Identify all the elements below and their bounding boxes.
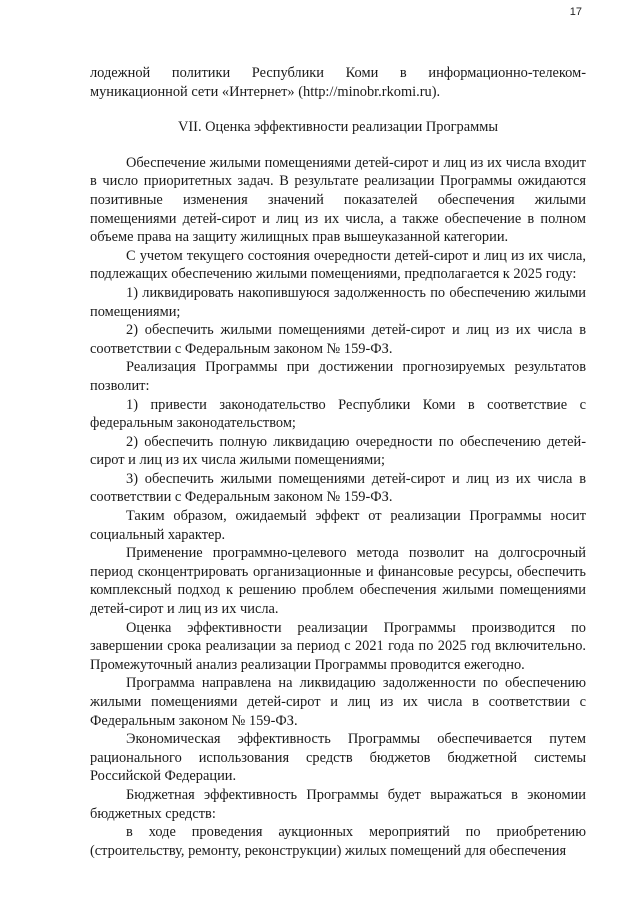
document-body [90,64,586,860]
paragraph-forecast-2025: С учетом текущего состояния очередности детей-сирот и лиц из их числа, подлежащих обеспечению жилыми помещениями, предполагается к 2025 году: [90,247,586,283]
paragraph-budget-efficiency: Бюджетная эффективность Программы будет выражаться в экономии бюджетных средств: [90,786,586,822]
page-number: 17 [569,6,582,18]
section-heading: VII. Оценка эффективности реализации Программы [177,119,499,136]
paragraph-results-allow: Реализация Программы при достижении прогнозируемых результатов позволит: [90,359,586,394]
list-item-eliminate-queue: 2) обеспечить полную ликвидацию очередности по обеспечению детей-сирот и лиц из их числа жилыми помещениями; [90,433,586,469]
paragraph-program-method: Применение программно-целевого метода позволит на долгосрочный период сконцентрировать организационные и финансовые ресурсы, обеспечить комплексный подход к решению проблем обеспечения жилыми помещениями детей-сирот и лиц из их числа. [90,545,586,618]
paragraph-economic-efficiency: Экономическая эффективность Программы обеспечивается путем рационального использования средств бюджетов бюджетной системы Российской Федерации. [90,731,586,785]
list-item-liquidate-debt: 1) ликвидировать накопившуюся задолженность по обеспечению жилыми помещениями; [90,284,586,320]
paragraph-priority: Обеспечение жилыми помещениями детей-сирот и лиц из их числа входит в число приоритетных задач. В результате реализации Программы ожидаются позитивные изменения значений показателей обеспечения жилыми помещениями детей-сирот и лиц из их числа, а также обеспечение в полном объеме права на защиту жилищных прав вышеуказанной категории. [90,154,586,246]
paragraph-social-effect: Таким образом, ожидаемый эффект от реализации Программы носит социальный характер. [90,508,586,543]
list-item-provide-housing-law: 3) обеспечить жилыми помещениями детей-сирот и лиц из их числа в соответствии с Федеральным законом № 159-ФЗ. [90,470,586,506]
paragraph-program-aim: Программа направлена на ликвидацию задолженности по обеспечению жилыми помещениями детей-сирот и лиц из их числа в соответствии с Федеральным законом № 159-ФЗ. [90,675,586,729]
list-item-legislation: 1) привести законодательство Республики Коми в соответствие с федеральным законодательством; [90,396,586,432]
list-item-provide-housing: 2) обеспечить жилыми помещениями детей-сирот и лиц из их числа в соответствии с Федеральным законом № 159-ФЗ. [90,322,586,357]
intro-fragment: лодежной политики Республики Коми в информационно-телеком-муникационной сети «Интернет» (http://minobr.rkomi.ru). [90,65,586,100]
paragraph-evaluation-period: Оценка эффективности реализации Программы производится по завершении срока реализации за период с 2021 года по 2025 год включительно. Промежуточный анализ реализации Программы проводится ежегодно. [90,619,586,673]
paragraph-auction-measures: в ходе проведения аукционных мероприятий по приобретению (строительству, ремонту, реконструкции) жилых помещений для обеспечения [90,824,586,859]
